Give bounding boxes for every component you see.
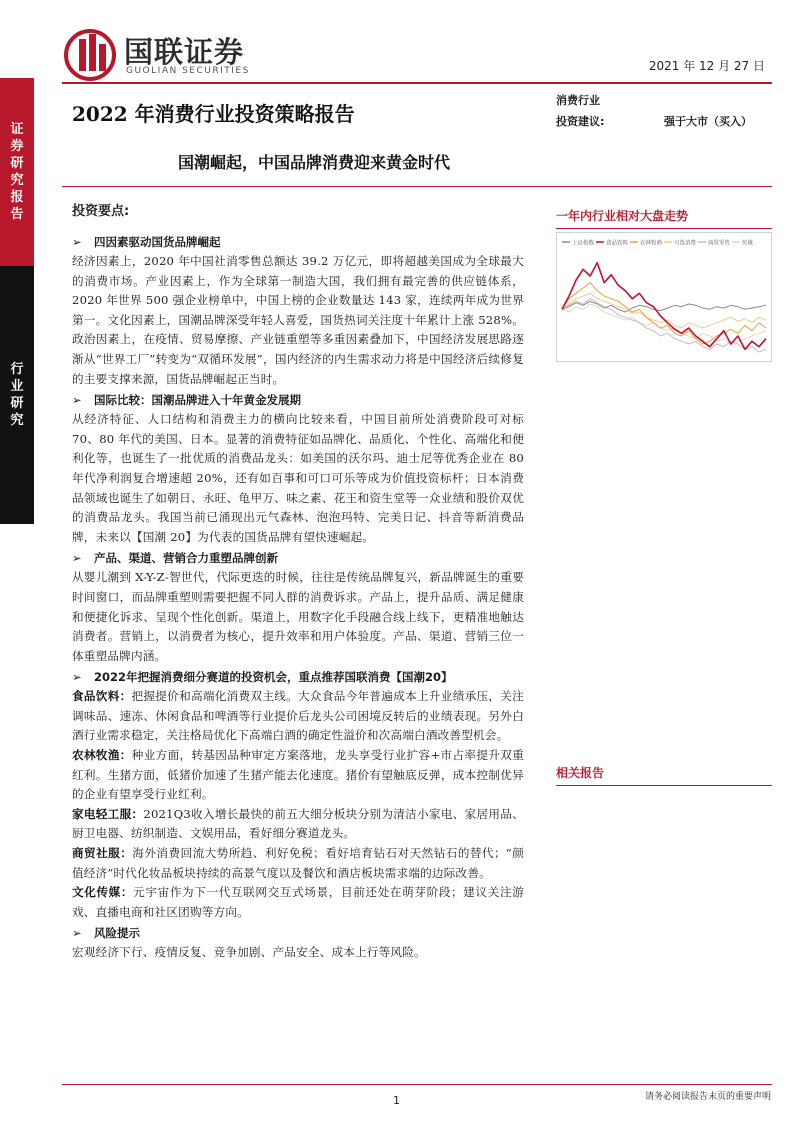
logo-text-en: GUOLIAN SECURITIES	[126, 66, 250, 76]
relative-performance-chart	[556, 232, 772, 362]
legend-label: 传媒	[742, 240, 754, 247]
section-heading-5	[72, 924, 524, 943]
section-heading-1	[72, 233, 524, 252]
sector-label-agri: 农林牧渔：	[72, 748, 132, 763]
arrow-bullet-icon: ➢	[72, 235, 82, 249]
section-body-5: 宏观经济下行、疫情反复、竞争加剧、产品安全、成本上行等风险。	[72, 945, 426, 960]
sector-body-media: 元宇宙作为下一代互联网交互式场景，目前还处在萌芽阶段；建议关注游戏、直播电商和社区团购等方向。	[72, 885, 524, 919]
side-tab-report-type-char: 证	[10, 122, 24, 137]
sector-appliance	[72, 805, 524, 844]
section-body-3: 从婴儿潮到 X-Y-Z-智世代，代际更迭的时候，往往是传统品牌复兴，新品牌诞生的重要时间窗口，而品牌重塑则需要把握不同人群的消费诉求。产品上，提升品质、满足健康和便捷化诉求、呈现个性化创新。渠道上，用数字化手段融合线上线下，更精准地触达消费者。营销上，以消费者为核心，提升效率和用户体验度。产品、渠道、营销三位一体重塑品牌内涵。	[72, 570, 524, 663]
side-tab-industry-research-char: 研	[10, 396, 24, 411]
legend-label: 食品饮料	[606, 240, 629, 247]
sector-body-food: 把握提价和高端化消费双主线。大众食品今年普遍成本上升业绩承压，关注调味品、速冻、休闲食品和啤酒等行业提价后龙头公司困境反转后的业绩表现。另外白酒行业需求稳定，关注格局优化下高端白酒的确定性溢价和次高端白酒改善型机会。	[72, 689, 524, 743]
sector-label-retail: 商贸社服：	[72, 846, 133, 861]
side-tab-report-type	[0, 78, 34, 266]
series-line	[562, 293, 766, 328]
rating-value: 强于大市（买入）	[664, 115, 752, 128]
sector-label-media: 文化传媒：	[72, 885, 134, 900]
section-title-4: 2022年把握消费细分赛道的投资机会，重点推荐国联消费【国潮20】	[94, 670, 453, 685]
section-body-2: 从经济特征、人口结构和消费主力的横向比较来看，中国目前所处消费阶段可对标 70、80 年代的美国、日本。显著的消费特征如品牌化、品质化、个性化、高端化和便利化等，也诞生了一批优质的消费品龙头：如美国的沃尔玛、迪士尼等优秀企业在 80 年代净利润复合增速超 20%，还有如百事和可口可乐等成为价值投资标杆；日本消费品领域也诞生了如朝日、永旺、龟甲万、味之素、花王和资生堂等一众业绩和股价双优的消费品龙头。我国当前已涌现出元气森林、泡泡玛特、完美日记、抖音等新消费品牌，未来以【国潮 20】为代表的国货品牌有望快速崛起。	[72, 412, 524, 544]
chart-heading: 一年内行业相对大盘走势	[556, 207, 772, 229]
section-heading-3	[72, 549, 524, 568]
section-title-3: 产品、渠道、营销合力重塑品牌创新	[94, 551, 278, 566]
report-subtitle: 国潮崛起，中国品牌消费迎来黄金时代	[178, 153, 451, 172]
legend-label: 农林牧渔	[640, 240, 663, 247]
section-heading-4	[72, 668, 524, 687]
section-title-1: 四因素驱动国货品牌崛起	[94, 235, 221, 249]
section-rule	[62, 186, 772, 187]
sector-media	[72, 883, 524, 922]
legend-label: 上证指数	[572, 240, 595, 247]
side-tab-report-type-char: 究	[10, 173, 24, 188]
chart-frame	[557, 233, 772, 362]
side-tab-industry-research	[0, 266, 34, 524]
sector-food	[72, 687, 524, 746]
sector-body-appliance: 2021Q3收入增长最快的前五大细分板块分别为清洁小家电、家居用品、厨卫电器、纺织制造、文娱用品，看好细分赛道龙头。	[72, 806, 524, 841]
header-rule	[62, 82, 772, 84]
report-title: 2022 年消费行业投资策略报告	[72, 102, 355, 126]
sector-agri	[72, 746, 524, 805]
key-points-heading: 投资要点:	[72, 204, 130, 219]
legend-label: 商贸零售	[708, 240, 731, 247]
side-tab-industry-research-char: 行	[10, 362, 24, 377]
arrow-bullet-icon: ➢	[72, 551, 82, 566]
arrow-bullet-icon: ➢	[72, 670, 82, 685]
sector-label-appliance: 家电轻工服：	[72, 806, 144, 821]
sector-label-food: 食品饮料：	[72, 689, 132, 704]
series-line	[562, 301, 766, 312]
page-number: 1	[393, 1094, 400, 1107]
report-date: 2021 年 12 月 27 日	[648, 59, 765, 73]
section-title-5: 风险提示	[94, 926, 140, 941]
rating-label: 投资建议:	[556, 115, 605, 128]
section-body-1: 经济因素上，2020 年中国社消零售总额达 39.2 万亿元，即将超越美国成为全球最大的消费市场。产业因素上，作为全球第一制造大国，我们拥有最完善的供应链体系，2020 年世界 500 强企业榜单中，中国上榜的企业数量达 143 家，连续两年成为世界第一。文化因素上，国潮品牌深受年轻人喜爱，国货热词关注度十年累计上涨 528%。政治因素上，在疫情、贸易摩擦、产业链重塑等多重因素叠加下，中国经济发展思路逐渐从“世界工厂”转变为“双循环发展”，国内经济的内生需求动力将是中国经济后续修复的主要支撑来源，国货品牌崛起正当时。	[72, 254, 524, 386]
sector-body-agri: 种业方面，转基因品种审定方案落地，龙头享受行业扩容+市占率提升双重红利。生猪方面，低猪价加速了生猪产能去化速度。猪价有望触底反弹，成本控制优异的企业有望享受行业红利。	[72, 748, 524, 802]
footer-rule	[62, 1084, 772, 1085]
side-tab-report-type-char: 券	[10, 139, 24, 154]
arrow-bullet-icon: ➢	[72, 926, 82, 941]
main-content	[72, 200, 524, 963]
arrow-bullet-icon: ➢	[72, 393, 82, 408]
side-tab-report-type-char: 报	[10, 190, 24, 205]
side-tab-report-type-char: 告	[10, 207, 24, 222]
logo-text-cn: 国联证券	[124, 35, 245, 69]
sector-retail	[72, 844, 524, 883]
footer-disclaimer: 请务必阅读报告末页的重要声明	[644, 1092, 771, 1102]
related-reports-heading: 相关报告	[556, 764, 772, 786]
side-tab-industry-research-char: 业	[10, 379, 24, 394]
side-tab-report-type-char: 研	[10, 156, 24, 171]
legend-label: 可选消费	[674, 240, 697, 247]
section-title-2: 国际比较：国潮品牌进入十年黄金发展期	[94, 393, 301, 408]
industry-label: 消费行业	[556, 94, 600, 107]
section-heading-2	[72, 391, 524, 410]
side-tab-industry-research-char: 究	[10, 413, 24, 428]
sector-body-retail: 海外消费回流大势所趋、利好免税；看好培育钻石对天然钻石的替代；“颜值经济”时代化妆品板块持续的高景气度以及餐饮和酒店板块需求端的边际改善。	[72, 846, 524, 880]
